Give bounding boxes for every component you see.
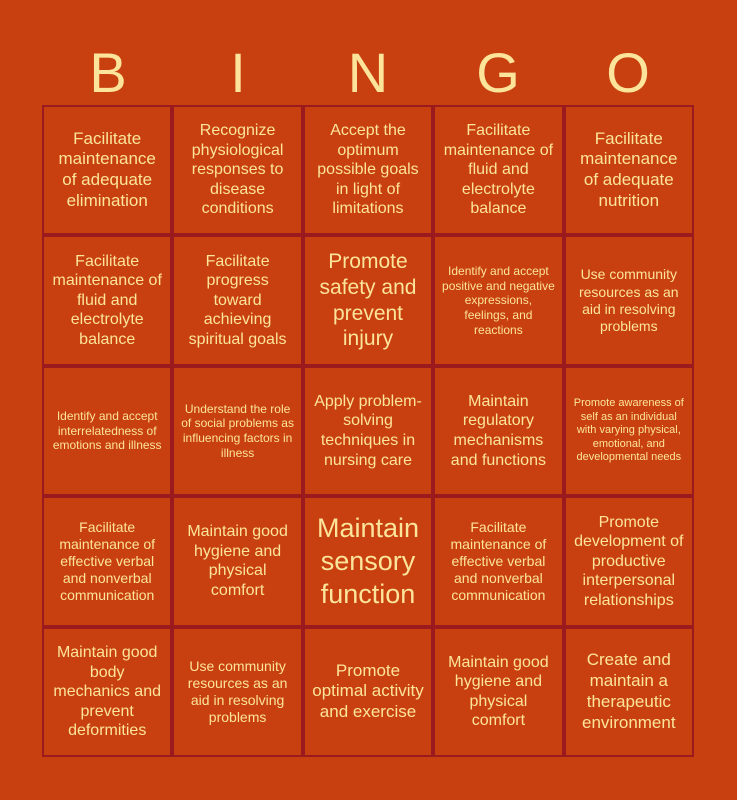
cell-text: Maintain good hygiene and physical comfort bbox=[187, 523, 288, 599]
bingo-board bbox=[42, 105, 694, 757]
bingo-cell[interactable] bbox=[174, 107, 300, 233]
bingo-cell[interactable] bbox=[305, 498, 431, 624]
cell-text: Promote awareness of self as an individual with varying physical, emotional, and developmental needs bbox=[573, 397, 684, 464]
cell-text: Facilitate maintenance of adequate elimination bbox=[58, 128, 156, 210]
cell-text: Facilitate maintenance of effective verbal and nonverbal communication bbox=[450, 518, 547, 603]
cell-text: Facilitate maintenance of adequate nutrition bbox=[580, 128, 678, 210]
cell-text: Promote safety and prevent injury bbox=[319, 250, 417, 351]
cell-text: Recognize physiological responses to disease conditions bbox=[191, 122, 284, 218]
cell-text: Maintain sensory function bbox=[316, 512, 420, 609]
bingo-cell[interactable] bbox=[435, 498, 561, 624]
bingo-cell[interactable] bbox=[305, 237, 431, 363]
cell-text: Maintain good body mechanics and prevent deformities bbox=[53, 644, 161, 740]
bingo-cell[interactable] bbox=[305, 107, 431, 233]
bingo-cell[interactable] bbox=[566, 629, 692, 755]
bingo-cell[interactable] bbox=[305, 629, 431, 755]
bingo-cell[interactable] bbox=[566, 107, 692, 233]
header-letter-g: G bbox=[476, 41, 520, 104]
bingo-cell[interactable] bbox=[174, 237, 300, 363]
bingo-cell[interactable] bbox=[44, 629, 170, 755]
bingo-cell[interactable] bbox=[435, 368, 561, 494]
bingo-cell[interactable] bbox=[174, 498, 300, 624]
bingo-cell[interactable] bbox=[435, 237, 561, 363]
cell-text: Promote optimal activity and exercise bbox=[312, 660, 424, 722]
cell-text: Understand the role of social problems as influencing factors in illness bbox=[181, 401, 294, 460]
bingo-cell[interactable] bbox=[435, 107, 561, 233]
bingo-header bbox=[43, 40, 693, 106]
cell-text: Identify and accept interrelatedness of emotions and illness bbox=[52, 409, 162, 453]
cell-text: Create and maintain a therapeutic environment bbox=[582, 650, 676, 732]
bingo-cell[interactable] bbox=[566, 237, 692, 363]
header-letter-b: B bbox=[89, 41, 127, 104]
header-letter-o: O bbox=[606, 41, 650, 104]
cell-text: Facilitate maintenance of fluid and electrolyte balance bbox=[443, 122, 554, 218]
cell-text: Facilitate maintenance of effective verbal and nonverbal communication bbox=[59, 518, 156, 603]
cell-text: Facilitate progress toward achieving spiritual goals bbox=[188, 252, 287, 348]
bingo-cell[interactable] bbox=[44, 368, 170, 494]
bingo-cell[interactable] bbox=[174, 368, 300, 494]
cell-text: Accept the optimum possible goals in light of limitations bbox=[317, 122, 419, 218]
header-letter-i: I bbox=[230, 41, 246, 104]
cell-text: Use community resources as an aid in resolving problems bbox=[578, 266, 679, 334]
bingo-cell[interactable] bbox=[435, 629, 561, 755]
bingo-cell[interactable] bbox=[566, 368, 692, 494]
cell-text: Identify and accept positive and negative expressions, feelings, and reactions bbox=[442, 264, 555, 337]
header-letter-n: N bbox=[347, 41, 389, 104]
cell-text: Promote development of productive interpersonal relationships bbox=[574, 513, 684, 609]
bingo-cell[interactable] bbox=[305, 368, 431, 494]
bingo-cell[interactable] bbox=[44, 107, 170, 233]
cell-text: Apply problem-solving techniques in nursing care bbox=[314, 392, 422, 469]
bingo-cell[interactable] bbox=[44, 498, 170, 624]
cell-text: Use community resources as an aid in resolving problems bbox=[187, 657, 288, 725]
cell-text: Maintain good hygiene and physical comfort bbox=[448, 653, 549, 730]
bingo-cell[interactable] bbox=[44, 237, 170, 363]
bingo-cell[interactable] bbox=[174, 629, 300, 755]
cell-text: Facilitate maintenance of fluid and electrolyte balance bbox=[52, 252, 162, 348]
cell-text: Maintain regulatory mechanisms and functions bbox=[450, 392, 546, 469]
bingo-cell[interactable] bbox=[566, 498, 692, 624]
